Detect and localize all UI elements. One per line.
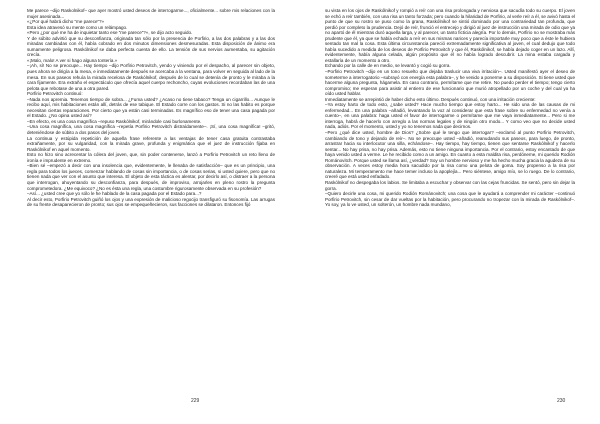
paragraph: –¡Ah, sí! No se preocupe... Hay tiempo –dijo Porfirio Petrovitch, yendo y viniendo por el despacho, al parecer sin objeto, pues ahora se dirigía a la mesa, e inmediatamente después se acercaba a la ventana, para volver en seguida al lado de la mesa. En sus paseos rehuía la mirada recelosa de Raskólnikof, después de lo cual se detenía de pronto y le miraba a la cara fijamente. Era extraño el espectáculo que ofrecía aquel cuerpo rechoncho, cuyas evoluciones recordaban las de una pelota que rebotase de una a otra pared. — [27, 63, 275, 91]
paragraph: La continua y estúpida repetición de aquella frase referente a las ventajas de tener casa gratuita contrastaba extrañamente, por su vulgaridad, con la mirada grave, profunda y enigmática que el juez de instrucción fijaba en Raskólnikof en aquel momento. — [27, 135, 275, 152]
right-page-text — [325, 8, 575, 208]
paragraph: –Pero ¿qué dice usted, hombre de Dios? ¿Sobre qué le tengo que interrogar? –exclamó al punto Porfirio Petrovitch, cambiando de tono y dejando de reír–. No se preocupe usted –añadió, reanudando sus paseos, para luego, de pronto, arrastrar hacia su interlocutor una silla, echándose–. Hay tiempo, hay tiempo, tienen que sentarse Raskólnikof y hacerlo sentar... No hay prisa, no hay prisa. Además, esto no tiene ninguna importancia. Por el contrario, estoy encantado de que haya venido usted a verme. Le he recibido como a un amigo. En cuanto a esta maldita risa, perdóneme, mi querido Rodión Románovitch. Porque usted se llama así, ¿verdad? Soy un hombre nervioso y me ha hecho mucha gracia la agudeza de su observación. A veces estoy media hora sacudido por la risa como una pelota de goma. Soy propenso a la risa por naturaleza. Mi temperamento me hace temer incluso la apoplejía... Pero siéntese, amigo mío, se lo ruego. De lo contrario, creeré que está usted enfadado. — [325, 130, 575, 180]
left-page-text — [27, 8, 275, 208]
paragraph: Echando por la calle de en medio, se levantó y cogió su gorra. — [325, 63, 451, 69]
paragraph: Inmediatamente se arrepintió de haber dicho esto último. Después continuó, con una irritación creciente: — [325, 96, 536, 102]
right-page — [300, 0, 600, 424]
page-number: 229 — [191, 398, 200, 404]
paragraph: Al decir esto, Porfirio Petrovitch guiñó los ojos y una expresión de malicioso regocijo transfiguró su fisonomía. Las arrugas de su frente desaparecieron de pronto; sus ojos se empequeñecieron, sus facciones se dilataron. Entonces fijó — [27, 196, 275, 208]
paragraph: «Pero ¿por qué me ha de inquietar tanto ese “me parece”?», se dijo acto seguido. — [27, 30, 193, 36]
paragraph: «¿Por qué habrá dicho “me parece”?» — [27, 19, 105, 25]
paragraph: Porfirio Petrovitch continuó: — [27, 91, 83, 97]
paragraph: Me parece –dijo Raskolnikof– que ayer mostró usted deseos de interrogarme..., oficialmente... sobre mis relaciones con la mujer asesinada... — [27, 8, 275, 19]
paragraph: –En efecto, es una cosa magnífica –repuso Raskólnikof, mirándole casi burlonamente. — [27, 118, 202, 124]
paragraph: –Porfirio Petrovitch –dijo en un tono resuelto que dejaba traslucir una viva irritación–. Usted manifestó ayer el deseo de someterme a interrogatorio –subrayó con energía esta palabra–, y he venido a ponerme a su disposición. Si tiene usted que hacerme alguna pregunta, hágamela. En caso contrario, permítame que me retire. No puedo perder el tiempo; tengo cierto compromiso; me esperan para asistir al entierro de ese funcionario que murió atropellado por un coche y del cual ya ha oído usted hablar. — [325, 69, 575, 97]
paragraph: –Bien sé –empezó a decir con una insolencia que, evidentemente, le llenaba de satisfacción– que es un principio, una regla para todos los jueces, comenzar hablando de cosas sin importancia, o de cosas serias, si usted quiere, pero que no tienen nada que ver con el asunto que interesa. El objeto de esta táctica es alentar, por decirlo así, o distraer a la persona que interrogan, ahuyentando su desconfianza, para después, de improviso, arrojarles en pleno rostro la pregunta comprometedora. ¿Me equivoco? ¿No es ésta una regla, una costumbre rigurosamente observada en su profesión? — [27, 163, 275, 191]
paragraph: Esto no hizo sino acrecentar la cólera del joven, que, sin poder contenerse, lanzó a Porfirio Petrovitch un reto lleno de ironía e imprudente en extremo. — [27, 152, 275, 163]
paragraph: –Ya estoy harto de todo esto, ¿sabe usted? Hace mucho tiempo que estoy harto... He sido una de las causas de mi enfermedad... En una palabra –añadió, levantando la voz al considerar que esta frase sobre su enfermedad no venía a cuento–, en una palabra: haga usted el favor de interrogarme o permítame que me vaya inmediatamente... Pero si me interroga, habrá de hacerlo con arreglo a las normas legales y de ningún otro modo... Y como veo que no decide usted nada, adiós. Por el momento, usted y yo no tenemos nada que decirnos. — [325, 102, 575, 130]
paragraph: –Una cosa magnífica, una cosa magnífica –repetía Porfirio Petrovitch distraídamente–. ¡Sí, una cosa magnífica! –gritó, deteniéndose de súbito a dos pasos del joven. — [27, 124, 275, 136]
paragraph: Esta idea atravesó su mente como un relámpago. — [27, 24, 128, 30]
paragraph: –Nada nos apremia. Tenemos tiempo de sobra... ¿Fuma usted? ¿Acaso no tiene tabaco? Tenga un cigarrillo... Aunque le recibo aquí, mis habitaciones están allí, detrás de ese tabique. El Estado corre con los gastos. Si no las habito es porque necesitan ciertas reparaciones. Por cierto que ya están casi terminadas. Es magnífico eso de tener una casa pagada por el Estado. ¿No opina usted así? — [27, 96, 275, 119]
paragraph: Raskólnikof no despegaba los labios. Se limitaba a escuchar y observar con las cejas fruncidas. Se sentó, pero sin dejar la gorra. — [325, 179, 575, 191]
paragraph: su vista en los ojos de Raskólnikof y rompió a reír con una risa prolongada y nerviosa que sacudía todo su cuerpo. El joven se echó a reír también, con una risa un tanto forzada; pero cuando la hilaridad de Porfirio, al verle reír a él, se avivó hasta el punto de que su rostro se puso como la grana, Raskólnikof se sintió dominado por una contrariedad tan profunda, que perdió por completo la prudencia. Dejó de reír, frunció el entrecejo y dirigió al juez de instrucción una mirada de odio que ya no apartó de él mientras duró aquella larga, y al parecer, un tanto ficticia alegría. Por lo demás, Porfirio no se mostraba más prudente que él, ya que se había echado a reír en sus mismas narices y parecía importarle muy poco que a éste le hubiera sentado tan mal la cosa. Esta última circunstancia pareció extremadamente significativa al joven, el cual dedujo que todo había sucedido a medida de los deseos de Porfirio Petrovitch y que él, Raskólnikof, se había dejado coger en un lazo. Allí, evidentemente, había alguna celada, algún propósito que él no había logrado descubrir. La mina estaba cargada y estallaría de un momento a otro. — [325, 8, 575, 63]
paragraph: –Quiero decirle una cosa, mi querido Rodión Románovitch; una cosa que le ayudará a comprender mi carácter –continuó Porfirio Petrovitch, sin cesar de dar vueltas por la habitación, pero procurando no tropezar con la mirada de Raskólnikof–. Yo soy, ya lo ve usted, un solterón, un hombre nada mundano, — [325, 191, 575, 208]
paragraph: –Así... ¿usted cree que yo sólo le he hablado de la casa pagada por el Estado para...? — [27, 191, 202, 197]
page-number: 230 — [557, 398, 566, 404]
paragraph: Y de súbito advirtió que su desconfianza, originada tan sólo por la presencia de Porfirio, a las dos palabras y a las dos miradas cambiadas con él, había cobrado en dos minutos dimensiones desmesuradas. Esta disposición de ánimo era sumamente peligrosa. Raskólnikof se daba perfecta cuenta de ello. La tensión de sus nervios aumentaba, su agitación crecía. — [27, 35, 275, 58]
paragraph: «¡Malo, malo! A ver si hago alguna tontería.» — [27, 57, 118, 63]
